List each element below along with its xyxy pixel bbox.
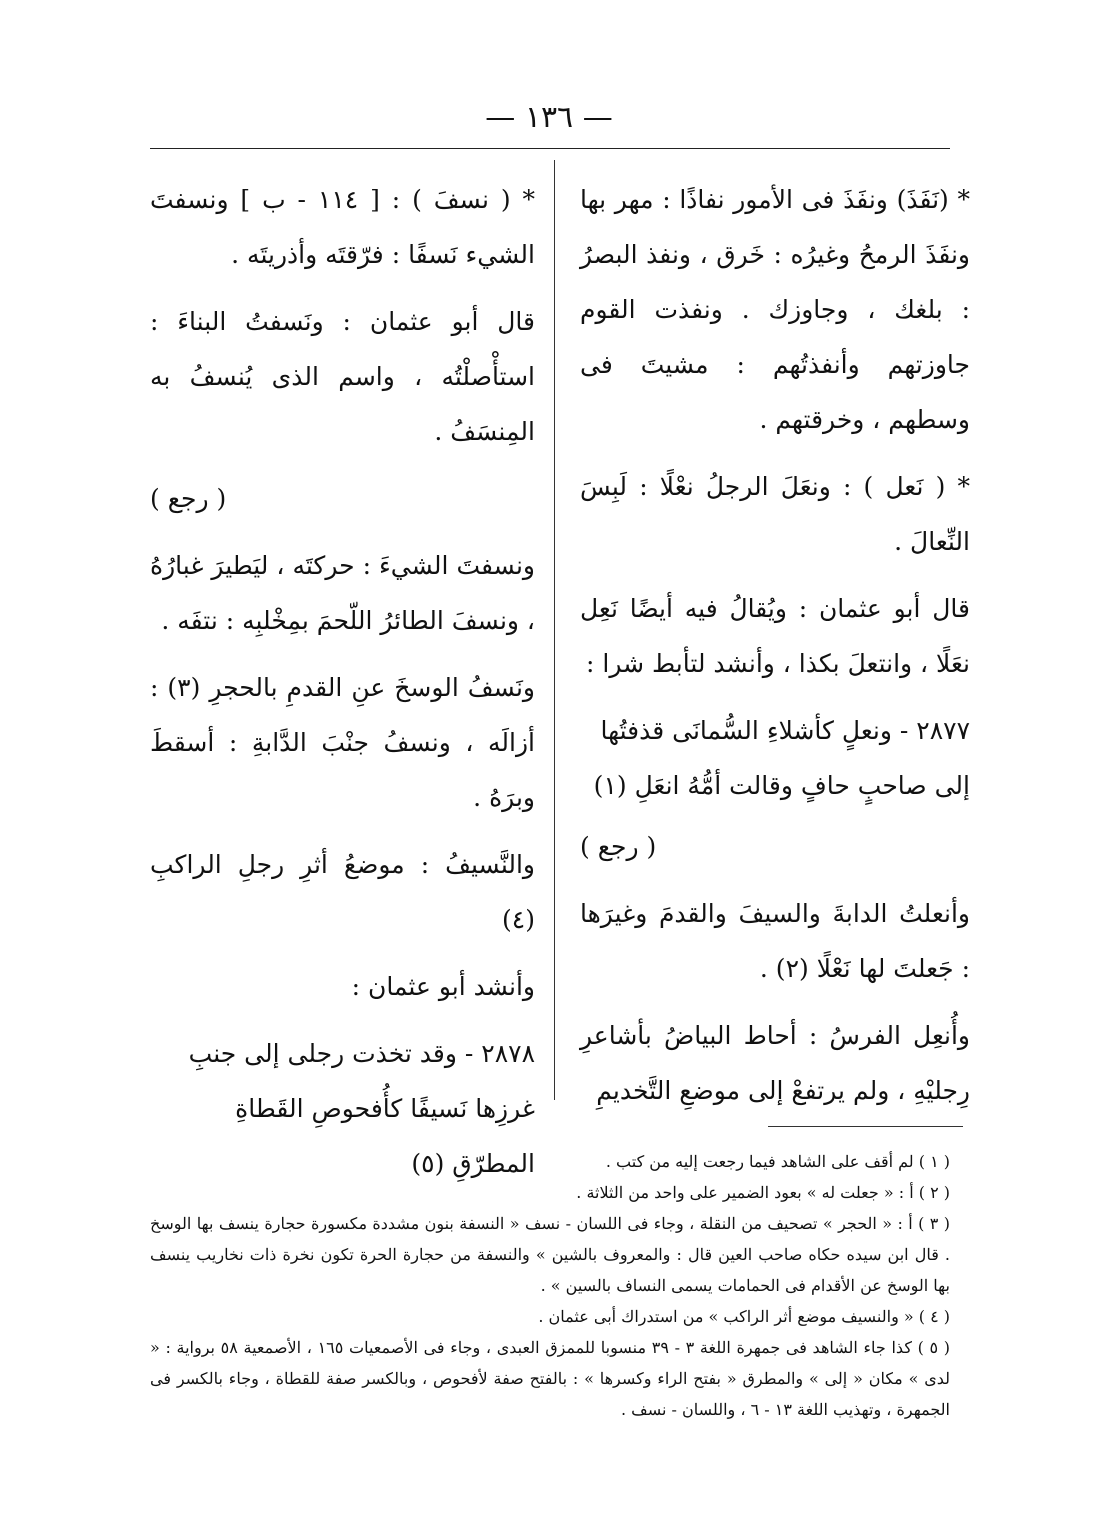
footnotes: [150, 1146, 950, 1425]
entry-nasafa: * ( نسفَ ) : [ ١١٤ - ب ] ونسفتَ الشيء نَسفًا : فرّقتَه وأذريتَه .: [150, 185, 535, 269]
entry-nafadha: * (نَفَذَ) ونفَذَ فى الأمور نفاذًا : مهر بها ونفَذَ الرمحُ وغيرُه : خَرق ، ونفذ البصرُ : بلغك ، وجاوزك . ونفذت القوم جاوزتهم وأنفذتُهم : مشيتَ فى وسطهم ، وخرقتهم .: [580, 185, 970, 434]
header-rule: [150, 148, 950, 149]
entry-unila-alfaras: وأُنعِل الفرسُ : أحاط البياضُ بأشاعرِ رِجليْهِ ، ولم يرتفعْ إلى موضعِ التَّخديمِ: [580, 1021, 970, 1105]
footnote-2: ( ٢ ) أ : « جعلت له » بعود الضمير على واحد من الثلاثة .: [576, 1183, 950, 1202]
entry-anaalt: وأنعلتُ الدابةَ والسيفَ والقدمَ وغيرَها : جَعلتَ لها نَعْلًا (٢) .: [580, 899, 970, 983]
entry-nasafta-alshay: ونسفتَ الشيءَ : حركتَه ، ليَطيرَ غبارُهُ ، ونسفَ الطائرُ اللّحمَ بمِخْلبِه : نتفَه .: [150, 551, 535, 635]
entry-anshada: وأنشد أبو عثمان :: [351, 972, 535, 1001]
entry-alnasif: والنَّسيفُ : موضعُ أثرِ رجلِ الراكبِ (٤): [150, 850, 535, 934]
rajaa-tag: ( رجع ): [150, 484, 227, 513]
column-divider: [554, 160, 555, 1100]
entry-naal-abu-uthman: قال أبو عثمان : ويُقالُ فيه أيضًا نَعِل نعَلًا ، وانتعلَ بكذا ، وأنشد لتأبط شرا :: [580, 594, 970, 678]
footnote-1: ( ١ ) لم أقف على الشاهد فيما رجعت إليه من كتب .: [605, 1152, 950, 1171]
left-column: [150, 172, 535, 1197]
footnote-3: ( ٣ ) أ : « الحجر » تصحيف من النقلة ، وجاء فى اللسان - نسف « النسفة بنون مشددة مكسورة حجارة ينسف بها الوسخ . قال ابن سيده حكاه صاحب العين قال : والمعروف بالشين » والنسفة من حجارة الحرة تكون نخرة ذات نخاريب ينسف بها الوسخ عن الأقدام فى الحمامات يسمى النساف بالسين » .: [150, 1214, 951, 1295]
footnote-rule: [768, 1126, 963, 1127]
verse-2878: ٢٨٧٨ - وقد تخذت رجلى إلى جنبِ غرزِها نَسيفًا كأُفحوصِ القَطاةِ المطرّقِ (٥): [188, 1039, 535, 1178]
right-column: [580, 172, 970, 1130]
rajaa-tag: ( رجع ): [580, 832, 657, 861]
page-number: — ١٣٦ —: [485, 100, 613, 135]
verse-2877: ٢٨٧٧ - ونعلٍ كأشلاءِ السُّمانَى قذفتُها إلى صاحبٍ حافٍ وقالت أمُّهُ انعَلِ (١): [593, 716, 970, 800]
entry-naal: * ( نَعل ) : ونعَلَ الرجلُ نعْلًا : لَبِسَ النِّعالَ .: [580, 472, 970, 556]
footnote-5: ( ٥ ) كذا جاء الشاهد فى جمهرة اللغة ٣ - ٣٩ منسوبا للممزق العبدى ، وجاء فى الأصمعيات ١٦٥ ، الأصمعية ٥٨ برواية : « لدى » مكان « إلى » والمطرق « بفتح الراء وكسرها » : بالفتح صفة لأفحوص ، وبالكسر صفة للقطاة ، وجاء بالكسر فى الجمهرة ، وتهذيب اللغة ١٣ - ٦ ، واللسان - نسف .: [150, 1338, 951, 1419]
entry-nasf-alwasakh: ونَسفُ الوسخَ عنِ القدمِ بالحجرِ (٣) : أزالَه ، ونسفُ جنْبَ الدَّابةِ : أسقطَ وبرَهُ .: [150, 673, 535, 812]
footnote-4: ( ٤ ) « والنسيف موضع أثر الراكب » من استدراك أبى عثمان .: [538, 1307, 950, 1326]
entry-nasafa-abu-uthman: قال أبو عثمان : ونَسفتُ البناءَ : استأْصلْتُه ، واسم الذى يُنسفُ به المِنسَفُ .: [150, 307, 535, 446]
